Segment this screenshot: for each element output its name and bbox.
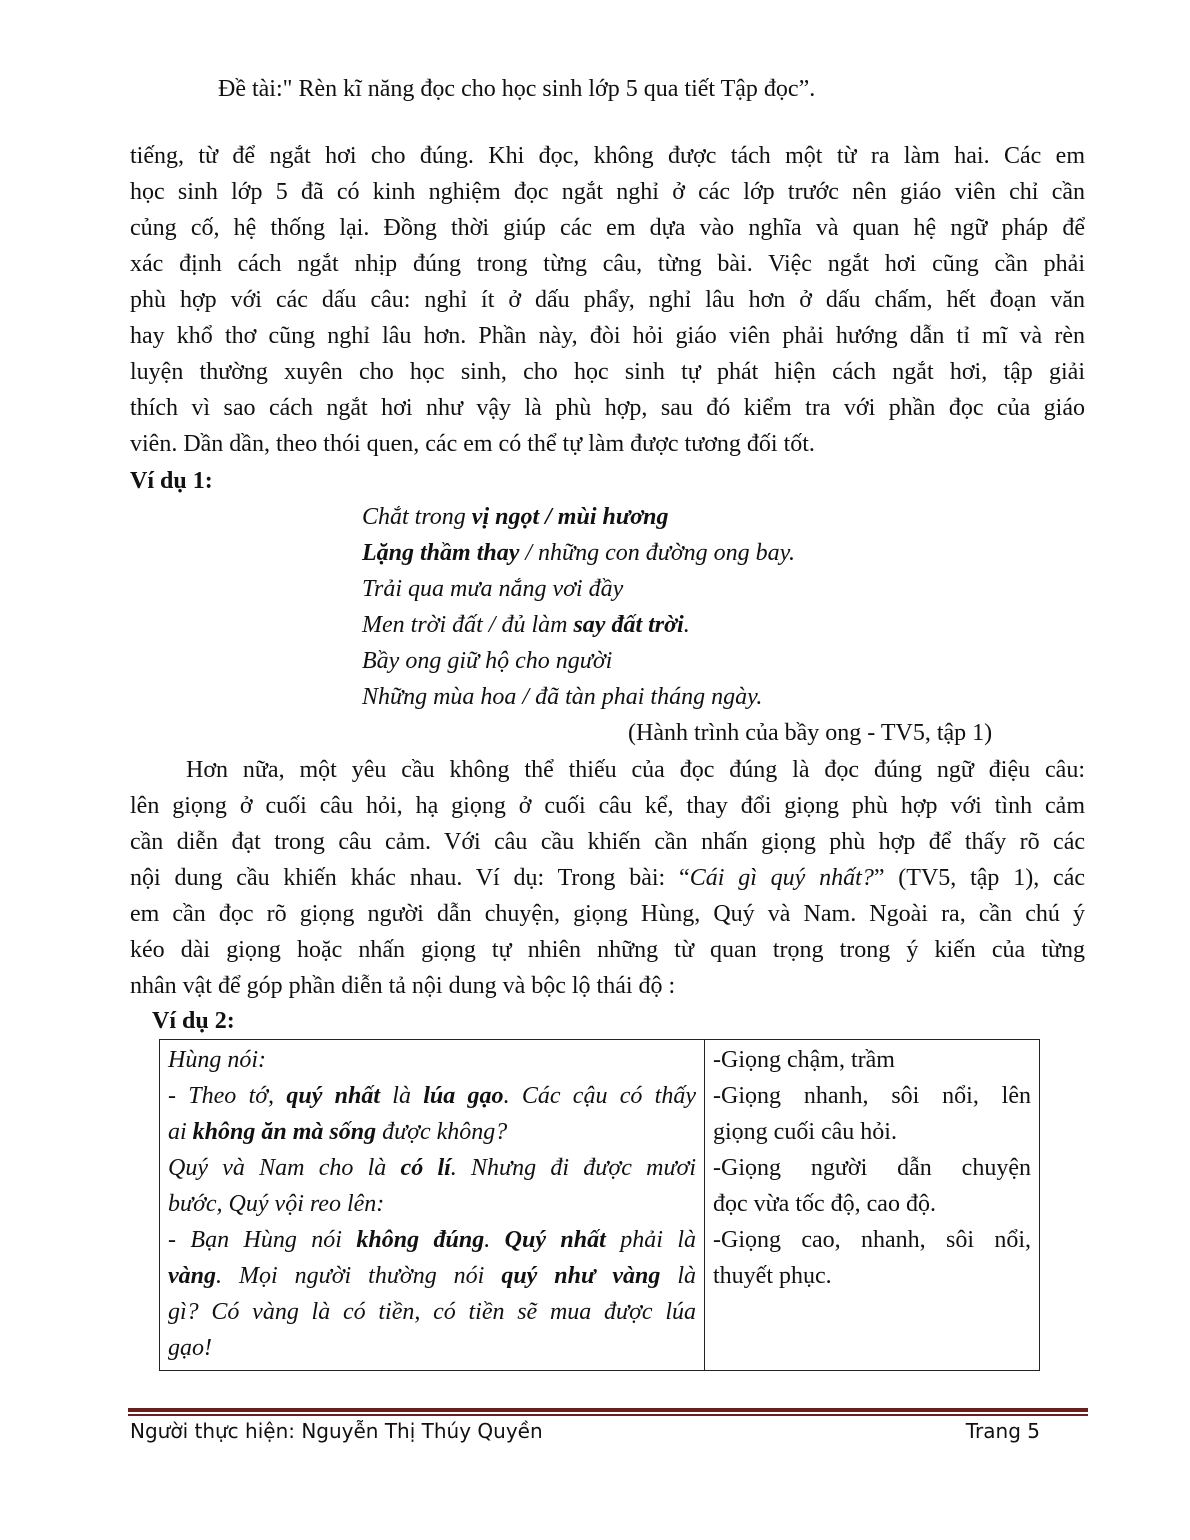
dialog-line: ai không ăn mà sống được không?: [168, 1119, 508, 1145]
dialog-line: gì? Có vàng là có tiền, có tiền sẽ mua được lúa: [168, 1299, 696, 1325]
footer-rule-thick: [128, 1408, 1088, 1412]
footer-author: Người thực hiện: Nguyễn Thị Thúy Quyền: [130, 1419, 543, 1443]
poem-source: (Hành trình của bầy ong - TV5, tập 1): [628, 720, 993, 746]
poem-line-1: Chắt trong vị ngọt / mùi hương: [362, 504, 669, 530]
poem-block: [362, 499, 1062, 715]
paragraph-line: kéo dài giọng hoặc nhấn giọng tự nhiên những từ quan trọng trong ý kiến của từng: [130, 937, 1085, 963]
paragraph-line: viên. Dần dần, theo thói quen, các em có thể tự làm được tương đối tốt.: [130, 431, 815, 457]
note-line: -Giọng chậm, trầm: [713, 1047, 895, 1073]
paragraph-line: em cần đọc rõ giọng người dẫn chuyện, giọng Hùng, Quý và Nam. Ngoài ra, cần chú ý: [130, 901, 1085, 927]
paragraph-line: cần diễn đạt trong câu cảm. Với câu cầu khiến cần nhấn giọng phù hợp để thấy rõ các: [130, 829, 1085, 855]
poem-line-3: Trải qua mưa nắng vơi đầy: [362, 576, 624, 602]
footer-page-number: Trang 5: [965, 1419, 1040, 1443]
paragraph-line: lên giọng ở cuối câu hỏi, hạ giọng ở cuối câu kể, thay đổi giọng phù hợp với tình cảm: [130, 793, 1085, 819]
example-2-table: [159, 1039, 1040, 1371]
paragraph-line: học sinh lớp 5 đã có kinh nghiệm đọc ngắt nghỉ ở các lớp trước nên giáo viên chỉ cần: [130, 179, 1085, 205]
poem-line-2: Lặng thầm thay / những con đường ong bay.: [362, 540, 795, 566]
dialog-cell: [160, 1040, 705, 1371]
paragraph-line: tiếng, từ để ngắt hơi cho đúng. Khi đọc, không được tách một từ ra làm hai. Các em: [130, 143, 1085, 169]
note-line: -Giọng cao, nhanh, sôi nổi,: [713, 1227, 1031, 1253]
note-line: thuyết phục.: [713, 1263, 832, 1289]
poem-line-4: Men trời đất / đủ làm say đất trời.: [362, 612, 690, 638]
paragraph-line: xác định cách ngắt nhịp đúng trong từng câu, từng bài. Việc ngắt hơi cũng cần phải: [130, 251, 1085, 277]
dialog-line: - Theo tớ, quý nhất là lúa gạo. Các cậu có thấy: [168, 1083, 697, 1109]
dialog-line: vàng. Mọi người thường nói quý như vàng là: [168, 1263, 696, 1289]
body-paragraph-1: [130, 138, 1085, 462]
poem-line-5: Bầy ong giữ hộ cho người: [362, 648, 613, 674]
note-line: đọc vừa tốc độ, cao độ.: [713, 1191, 936, 1217]
body-paragraph-2: [130, 752, 1085, 1004]
paragraph-line: nhân vật để góp phần diễn tả nội dung và bộc lộ thái độ :: [130, 973, 676, 999]
table-row: [160, 1040, 1040, 1371]
dialog-line: bước, Quý vội reo lên:: [168, 1191, 385, 1217]
paragraph-line: Hơn nữa, một yêu cầu không thể thiếu của đọc đúng là đọc đúng ngữ điệu câu:: [186, 757, 1085, 783]
dialog-line: Hùng nói:: [168, 1047, 266, 1073]
example-1-label: Ví dụ 1:: [130, 468, 213, 494]
paragraph-line: nội dung cầu khiến khác nhau. Ví dụ: Trong bài: “Cái gì quý nhất?” (TV5, tập 1), các: [130, 865, 1086, 891]
dialog-line: - Bạn Hùng nói không đúng. Quý nhất phải là: [168, 1227, 697, 1253]
paragraph-line: củng cố, hệ thống lại. Đồng thời giúp các em dựa vào nghĩa và quan hệ ngữ pháp để: [130, 215, 1085, 241]
page-header-topic: Đề tài:" Rèn kĩ năng đọc cho học sinh lớp 5 qua tiết Tập đọc”.: [218, 76, 816, 102]
paragraph-line: luyện thường xuyên cho học sinh, cho học sinh tự phát hiện cách ngắt hơi, tập giải: [130, 359, 1085, 385]
note-line: -Giọng nhanh, sôi nổi, lên: [713, 1083, 1031, 1109]
note-line: -Giọng người dẫn chuyện: [713, 1155, 1031, 1181]
paragraph-line: phù hợp với các dấu câu: nghỉ ít ở dấu phẩy, nghỉ lâu hơn ở dấu chấm, hết đoạn văn: [130, 287, 1085, 313]
poem-line-6: Những mùa hoa / đã tàn phai tháng ngày.: [362, 684, 763, 710]
paragraph-line: hay khổ thơ cũng nghỉ lâu hơn. Phần này, đòi hỏi giáo viên phải hướng dẫn tỉ mĩ và rèn: [130, 323, 1085, 349]
paragraph-line: thích vì sao cách ngắt hơi như vậy là phù hợp, sau đó kiểm tra với phần đọc của giáo: [130, 395, 1085, 421]
dialog-line: Quý và Nam cho là có lí. Nhưng đi được mươi: [168, 1155, 697, 1181]
example-2-label: Ví dụ 2:: [152, 1008, 235, 1034]
dialog-line: gạo!: [168, 1335, 212, 1361]
notes-cell: [705, 1040, 1040, 1371]
note-line: giọng cuối câu hỏi.: [713, 1119, 897, 1145]
